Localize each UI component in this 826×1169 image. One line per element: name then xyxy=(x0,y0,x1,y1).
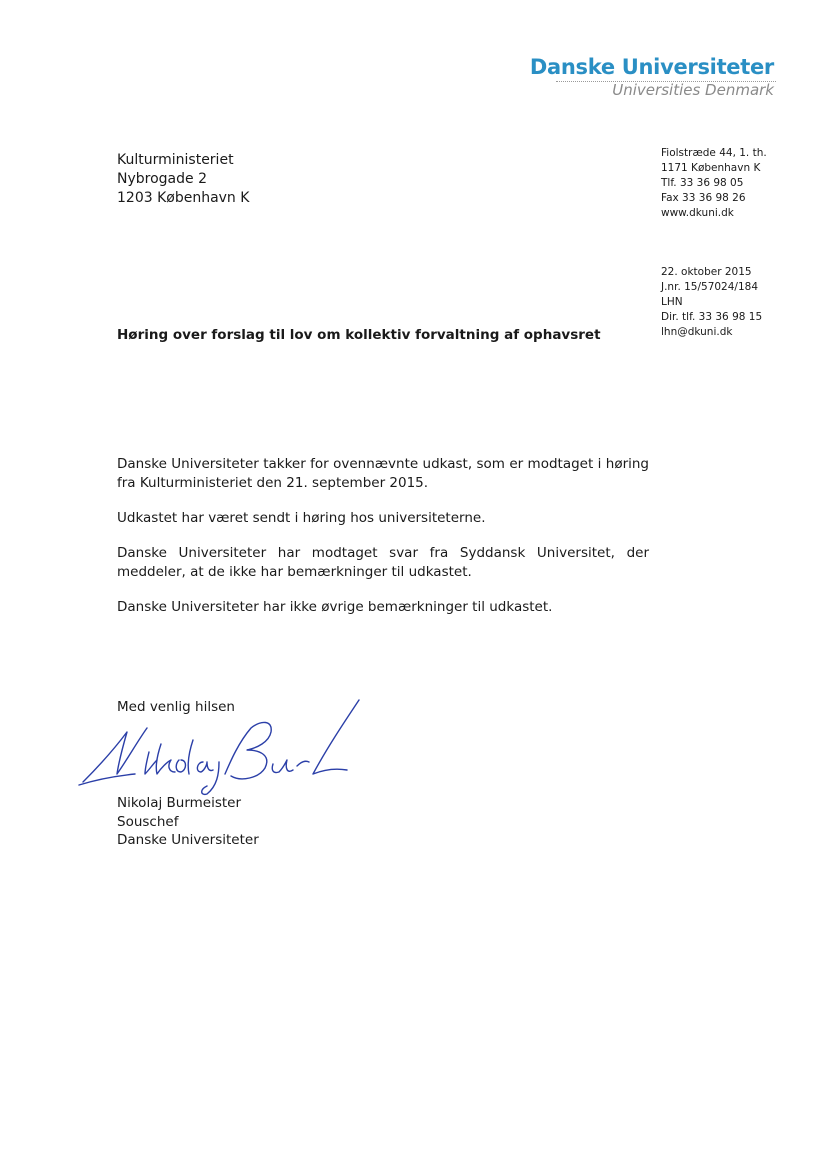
recipient-line: Kulturministeriet xyxy=(117,152,234,168)
body-paragraph: Udkastet har været sendt i høring hos universiteterne. xyxy=(117,510,486,526)
letter-date: 22. oktober 2015 xyxy=(661,266,752,278)
body-paragraph: Danske Universiteter har ikke øvrige bemærkninger til udkastet. xyxy=(117,599,553,615)
signatory-name: Nikolaj Burmeister xyxy=(117,795,242,811)
logo-subtitle: Universities Denmark xyxy=(612,81,774,99)
recipient-line: Nybrogade 2 xyxy=(117,171,207,187)
recipient-line: 1203 København K xyxy=(117,190,250,206)
recipient-address xyxy=(117,151,249,208)
signatory-title: Souschef xyxy=(117,813,179,830)
signatory-block xyxy=(117,794,259,850)
initials: LHN xyxy=(661,296,683,308)
direct-phone: Dir. tlf. 33 36 98 15 xyxy=(661,311,763,323)
letter-subject: Høring over forslag til lov om kollektiv forvaltning af ophavsret xyxy=(117,327,601,343)
body-paragraph: Danske Universiteter takker for ovennævnte udkast, som er modtaget i høring fra Kulturministeriet den 21. september 2015. xyxy=(117,456,649,491)
body-paragraph: Danske Universiteter har modtaget svar fra Syddansk Universitet, der meddeler, at de ikke har bemærkninger til udkastet. xyxy=(117,545,649,580)
sender-address: Fiolstræde 44, 1. th. xyxy=(661,147,767,159)
handwritten-signature xyxy=(75,690,375,810)
sender-web: www.dkuni.dk xyxy=(661,207,734,219)
signatory-organization: Danske Universiteter xyxy=(117,832,259,848)
reference-block xyxy=(661,265,762,340)
logo-name: Danske Universiteter xyxy=(529,55,774,79)
journal-number: J.nr. 15/57024/184 xyxy=(661,281,758,293)
closing-phrase: Med venlig hilsen xyxy=(117,699,235,715)
sender-contact xyxy=(661,146,767,221)
contact-email: lhn@dkuni.dk xyxy=(661,326,733,338)
letter-body xyxy=(117,455,649,633)
sender-fax: Fax 33 36 98 26 xyxy=(661,192,746,204)
sender-city: 1171 København K xyxy=(661,162,761,174)
sender-phone: Tlf. 33 36 98 05 xyxy=(661,177,744,189)
